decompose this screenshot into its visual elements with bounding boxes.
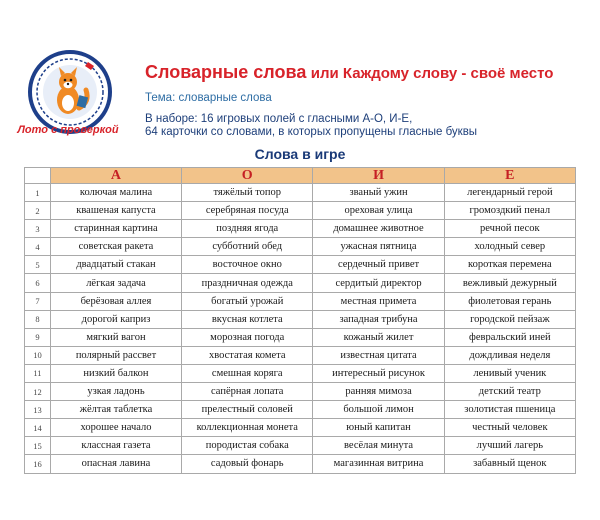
word-cell: коллекционная монета: [182, 419, 313, 437]
word-cell: короткая перемена: [444, 256, 575, 274]
word-cell: полярный рассвет: [50, 346, 181, 364]
title-main: Словарные слова: [145, 62, 307, 82]
table-row: [25, 202, 576, 220]
table-row: [25, 184, 576, 202]
row-number: 3: [25, 220, 51, 238]
table-header-row: [25, 168, 576, 184]
row-number: 12: [25, 383, 51, 401]
word-cell: западная трибуна: [313, 310, 444, 328]
word-cell: двадцатый стакан: [50, 256, 181, 274]
word-cell: морозная погода: [182, 328, 313, 346]
word-cell: хвостатая комета: [182, 346, 313, 364]
word-cell: старинная картина: [50, 220, 181, 238]
column-header: А: [50, 168, 181, 184]
description-line: 64 карточки со словами, в которых пропущены гласные буквы: [145, 126, 478, 138]
word-cell: субботний обед: [182, 238, 313, 256]
section-heading: Слова в игре: [254, 146, 346, 162]
word-cell: детский театр: [444, 383, 575, 401]
word-cell: кожаный жилет: [313, 328, 444, 346]
row-number: 5: [25, 256, 51, 274]
word-cell: ленивый ученик: [444, 364, 575, 382]
word-cell: честный человек: [444, 419, 575, 437]
word-cell: интересный рисунок: [313, 364, 444, 382]
word-cell: дождливая неделя: [444, 346, 575, 364]
row-number: 6: [25, 274, 51, 292]
column-header: Е: [444, 168, 575, 184]
title-rest: или Каждому слову - своё место: [310, 65, 554, 82]
word-cell: колючая малина: [50, 184, 181, 202]
row-number: 13: [25, 401, 51, 419]
words-table: [24, 167, 576, 474]
page-title: [145, 62, 553, 83]
word-cell: сапёрная лопата: [182, 383, 313, 401]
word-cell: смешная коряга: [182, 364, 313, 382]
table-row: [25, 437, 576, 455]
word-cell: вежливый дежурный: [444, 274, 575, 292]
table-row: [25, 328, 576, 346]
word-cell: серебряная посуда: [182, 202, 313, 220]
word-cell: лучший лагерь: [444, 437, 575, 455]
row-number: 1: [25, 184, 51, 202]
theme-line: Тема: словарные слова: [145, 92, 272, 104]
word-cell: прелестный соловей: [182, 401, 313, 419]
number-column-header: [25, 168, 51, 184]
row-number: 10: [25, 346, 51, 364]
table-row: [25, 346, 576, 364]
description: [145, 113, 477, 139]
column-header: И: [313, 168, 444, 184]
table-row: [25, 292, 576, 310]
table-row: [25, 419, 576, 437]
row-number: 15: [25, 437, 51, 455]
logo-badge-icon: [28, 50, 112, 134]
table-row: [25, 383, 576, 401]
row-number: 4: [25, 238, 51, 256]
row-number: 2: [25, 202, 51, 220]
word-cell: советская ракета: [50, 238, 181, 256]
word-cell: ужасная пятница: [313, 238, 444, 256]
word-cell: праздничная одежда: [182, 274, 313, 292]
row-number: 9: [25, 328, 51, 346]
word-cell: богатый урожай: [182, 292, 313, 310]
table-row: [25, 238, 576, 256]
word-cell: магазинная витрина: [313, 455, 444, 473]
row-number: 8: [25, 310, 51, 328]
table-body: [25, 184, 576, 474]
word-cell: званый ужин: [313, 184, 444, 202]
word-cell: берёзовая аллея: [50, 292, 181, 310]
word-cell: сердитый директор: [313, 274, 444, 292]
word-cell: классная газета: [50, 437, 181, 455]
word-cell: забавный щенок: [444, 455, 575, 473]
word-cell: ореховая улица: [313, 202, 444, 220]
logo-caption: Лото с проверкой: [17, 124, 119, 136]
word-cell: речной песок: [444, 220, 575, 238]
word-cell: лёгкая задача: [50, 274, 181, 292]
word-cell: городской пейзаж: [444, 310, 575, 328]
word-cell: узкая ладонь: [50, 383, 181, 401]
word-cell: мягкий вагон: [50, 328, 181, 346]
word-cell: жёлтая таблетка: [50, 401, 181, 419]
word-cell: юный капитан: [313, 419, 444, 437]
logo: [28, 50, 112, 134]
table-row: [25, 310, 576, 328]
word-cell: вкусная котлета: [182, 310, 313, 328]
word-cell: громоздкий пенал: [444, 202, 575, 220]
word-cell: холодный север: [444, 238, 575, 256]
word-cell: весёлая минута: [313, 437, 444, 455]
word-cell: опасная лавина: [50, 455, 181, 473]
word-cell: известная цитата: [313, 346, 444, 364]
table-row: [25, 274, 576, 292]
word-cell: большой лимон: [313, 401, 444, 419]
column-header: О: [182, 168, 313, 184]
table-row: [25, 401, 576, 419]
row-number: 16: [25, 455, 51, 473]
word-cell: восточное окно: [182, 256, 313, 274]
word-cell: дорогой каприз: [50, 310, 181, 328]
description-line: В наборе: 16 игровых полей с гласными А-О, И-Е,: [145, 113, 413, 125]
word-cell: сердечный привет: [313, 256, 444, 274]
word-cell: поздняя ягода: [182, 220, 313, 238]
row-number: 7: [25, 292, 51, 310]
word-cell: тяжёлый топор: [182, 184, 313, 202]
row-number: 11: [25, 364, 51, 382]
word-cell: домашнее животное: [313, 220, 444, 238]
table-row: [25, 256, 576, 274]
row-number: 14: [25, 419, 51, 437]
word-cell: золотистая пшеница: [444, 401, 575, 419]
word-cell: породистая собака: [182, 437, 313, 455]
word-cell: легендарный герой: [444, 184, 575, 202]
word-cell: фиолетовая герань: [444, 292, 575, 310]
word-cell: хорошее начало: [50, 419, 181, 437]
word-cell: квашеная капуста: [50, 202, 181, 220]
word-cell: низкий балкон: [50, 364, 181, 382]
word-cell: местная примета: [313, 292, 444, 310]
word-cell: садовый фонарь: [182, 455, 313, 473]
word-cell: февральский иней: [444, 328, 575, 346]
table-row: [25, 364, 576, 382]
word-cell: ранняя мимоза: [313, 383, 444, 401]
table-row: [25, 220, 576, 238]
table-row: [25, 455, 576, 473]
